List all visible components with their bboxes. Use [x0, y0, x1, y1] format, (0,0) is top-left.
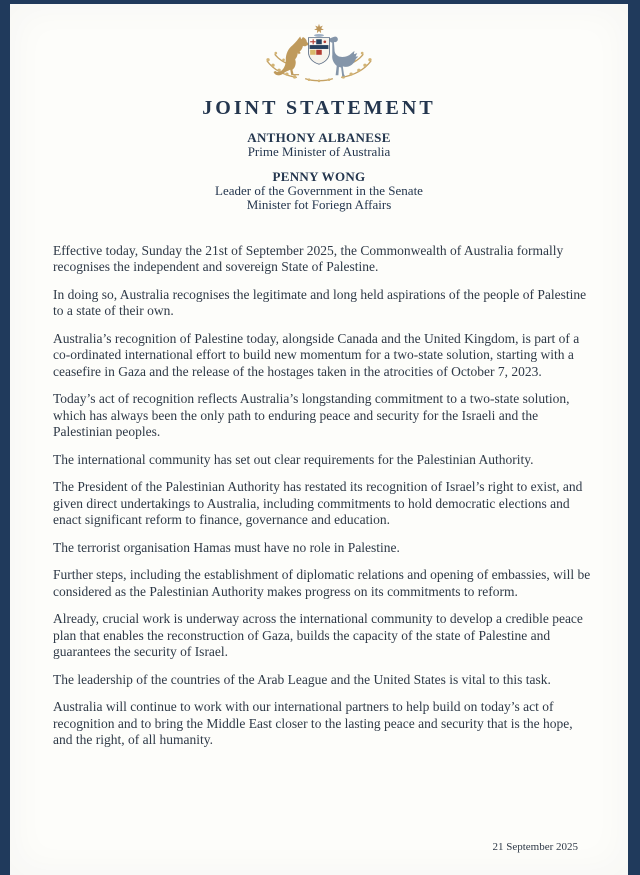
statement-paragraph: Today’s act of recognition reflects Australia’s longstanding commitment to a two-state solution, which has always been the only path to enduring peace and security for the Israeli and the Palestinian peoples.	[53, 391, 570, 439]
statement-paragraph: In doing so, Australia recognises the legitimate and long held aspirations of the people of Palestine to a state of their own.	[53, 286, 587, 318]
statement-paragraph: Effective today, Sunday the 21st of September 2025, the Commonwealth of Australia formally recognises the independent and sovereign State of Palestine.	[53, 242, 564, 274]
shield-icon	[308, 38, 329, 65]
australian-coat-of-arms-icon	[258, 21, 380, 93]
signatory-title: Prime Minister of Australia	[247, 144, 391, 159]
statement-paragraph: Australia will continue to work with our international partners to help build on today’s act of recognition and to bring the Middle East closer to the lasting peace and security that is the hope, and the right, of all humanity.	[53, 699, 573, 747]
statement-paragraph: The international community has set out clear requirements for the Palestinian Authority.	[53, 451, 534, 467]
statement-body	[53, 243, 592, 749]
statement-paragraph: The terrorist organisation Hamas must have no role in Palestine.	[53, 539, 400, 555]
signatory-name: PENNY WONG	[272, 168, 366, 184]
signatory-name: ANTHONY ALBANESE	[247, 130, 391, 145]
signatory-title: Minister fot Foriegn Affairs	[246, 197, 392, 212]
signatory-albanese	[10, 130, 628, 160]
statement-paragraph: The President of the Palestinian Authority has restated its recognition of Israel’s right to exist, and given direct undertakings to Australia, including commitments to hold democratic elections and enact significant reform to finance, governance and education.	[53, 479, 583, 527]
statement-paragraph: Further steps, including the establishment of diplomatic relations and opening of embassies, will be considered as the Palestinian Authority makes progress on its commitments to reform.	[53, 567, 591, 599]
statement-paragraph: Australia’s recognition of Palestine today, alongside Canada and the United Kingdom, is part of a co-ordinated international effort to build new momentum for a two-state solution, starting with a ceasefire in Gaza and the release of the hostages taken in the atrocities of October 7, 2023.	[53, 330, 580, 379]
signatory-title: Leader of the Government in the Senate	[215, 182, 423, 198]
emu-icon	[329, 37, 358, 77]
statement-date: 21 September 2025	[492, 841, 578, 853]
statement-paragraph: The leadership of the countries of the Arab League and the United States is vital to this task.	[53, 671, 551, 687]
page-title: JOINT STATEMENT	[202, 97, 436, 119]
statement-paragraph: Already, crucial work is underway across the international community to develop a credible peace plan that enables the reconstruction of Gaza, builds the capacity of the state of Palestine and guarantees the security of Israel.	[53, 611, 583, 659]
commonwealth-star-icon	[314, 24, 324, 37]
signatory-wong	[10, 169, 628, 213]
